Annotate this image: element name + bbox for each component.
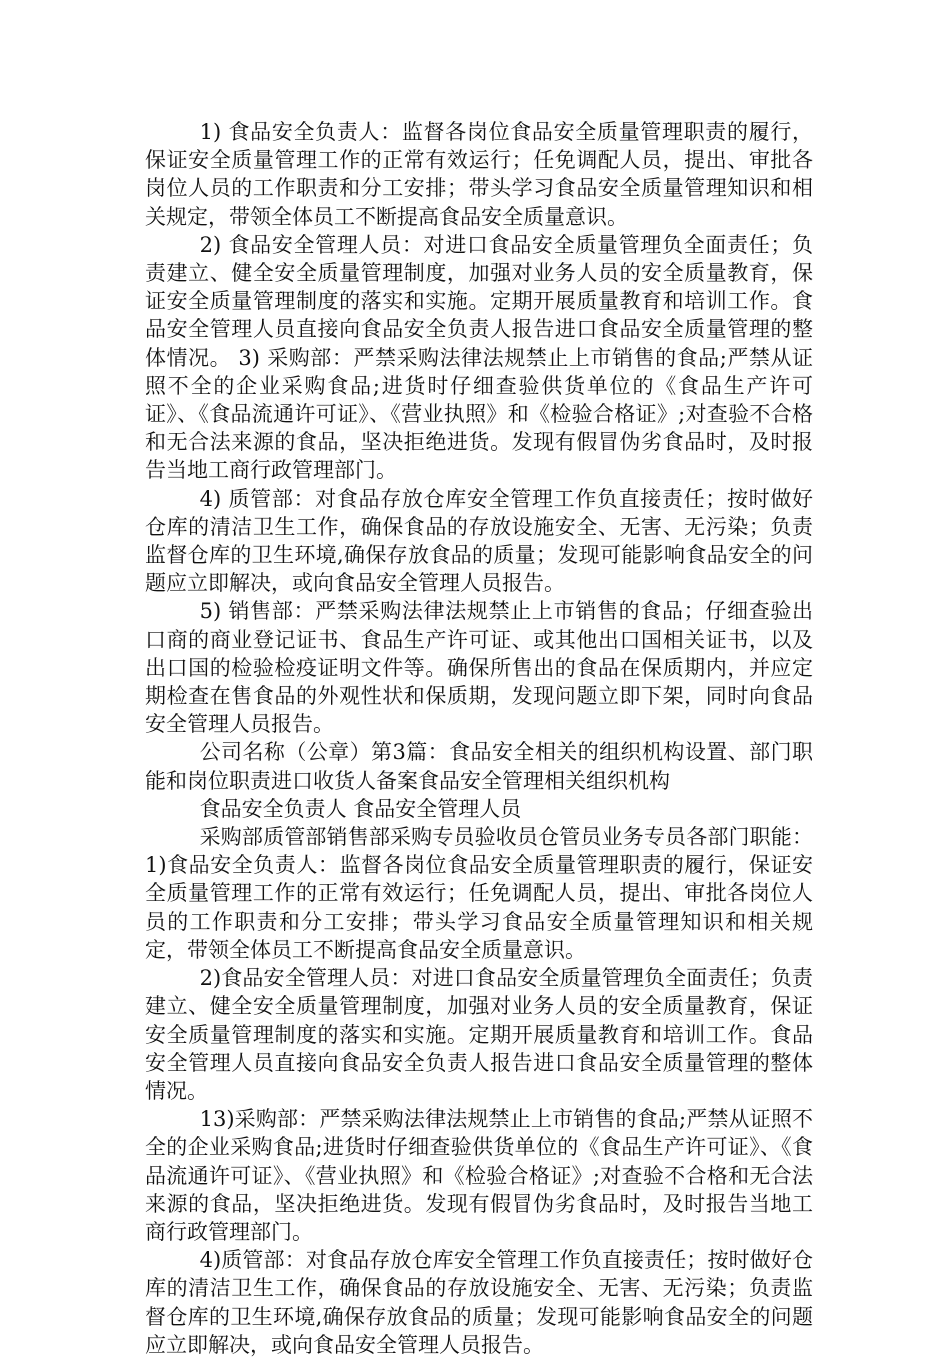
paragraph-sales-department: 5) 销售部：严禁采购法律法规禁止上市销售的食品；仔细查验出口商的商业登记证书、食品生产许可证、或其他出口国相关证书，以及出口国的检验检疫证明文件等。确保所售出的食品在保质期内，并应定期检查在售食品的外观性状和保质期，发现问题立即下架，同时向食品安全管理人员报告。	[145, 599, 813, 737]
paragraph-purchasing-repeat: 13)采购部：严禁采购法律法规禁止上市销售的食品;严禁从证照不全的企业采购食品;进货时仔细查验供货单位的《食品生产许可证》、《食品流通许可证》、《营业执照》和《检验合格证》;对查验不合格和无合法来源的食品，坚决拒绝进货。发现有假冒伪劣食品时，及时报告当地工商行政管理部门。	[145, 1107, 813, 1244]
paragraph-quality-department: 4) 质管部：对食品存放仓库安全管理工作负直接责任；按时做好仓库的清洁卫生工作，确保食品的存放设施安全、无害、无污染；负责监督仓库的卫生环境,确保存放食品的质量；发现可能影响食品安全的问题应立即解决，或向食品安全管理人员报告。	[145, 486, 813, 596]
paragraph-food-safety-manager-repeat: 2)食品安全管理人员：对进口食品安全质量管理负全面责任；负责建立、健全安全质量管理制度，加强对业务人员的安全质量教育，保证安全质量管理制度的落实和实施。定期开展质量教育和培训工作。食品安全管理人员直接向食品安全负责人报告进口食品安全质量管理的整体情况。	[145, 966, 813, 1103]
paragraph-department-functions: 采购部质管部销售部采购专员验收员仓管员业务专员各部门职能： 1)食品安全负责人：监督各岗位食品安全质量管理职责的履行，保证安全质量管理工作的正常有效运行；任免调配人员，提出、审批各岗位人员的工作职责和分工安排；带头学习食品安全质量管理知识和相关规定，带领全体员工不断提高食品安全质量意识。	[145, 825, 813, 962]
paragraph-company-name-section-heading: 公司名称（公章）第3篇：食品安全相关的组织机构设置、部门职能和岗位职责进口收货人备案食品安全管理相关组织机构	[145, 740, 813, 793]
document-page	[145, 118, 813, 1359]
paragraph-food-safety-responsible: 1) 食品安全负责人：监督各岗位食品安全质量管理职责的履行，保证安全质量管理工作的正常有效运行；任免调配人员，提出、审批各岗位人员的工作职责和分工安排；带头学习食品安全质量管理知识和相关规定，带领全体员工不断提高食品安全质量意识。	[145, 120, 813, 229]
paragraph-quality-repeat: 4)质管部：对食品存放仓库安全管理工作负直接责任；按时做好仓库的清洁卫生工作，确保食品的存放设施安全、无害、无污染；负责监督仓库的卫生环境,确保存放食品的质量；发现可能影响食品安全的问题应立即解决，或向食品安全管理人员报告。	[145, 1248, 813, 1357]
paragraph-org-roles: 食品安全负责人 食品安全管理人员	[199, 796, 522, 821]
paragraph-food-safety-manager-and-purchasing: 2) 食品安全管理人员：对进口食品安全质量管理负全面责任；负责建立、健全安全质量管理制度，加强对业务人员的安全质量教育，保证安全质量管理制度的落实和实施。定期开展质量教育和培训工作。食品安全管理人员直接向食品安全负责人报告进口食品安全质量管理的整体情况。 3) 采购部：严禁采购法律法规禁止上市销售的食品;严禁从证照不全的企业采购食品;进货时仔细查验供货单位的《食品生产许可证》、《食品流通许可证》、《营业执照》和《检验合格证》;对查验不合格和无合法来源的食品，坚决拒绝进货。发现有假冒伪劣食品时，及时报告当地工商行政管理部门。	[145, 232, 813, 483]
